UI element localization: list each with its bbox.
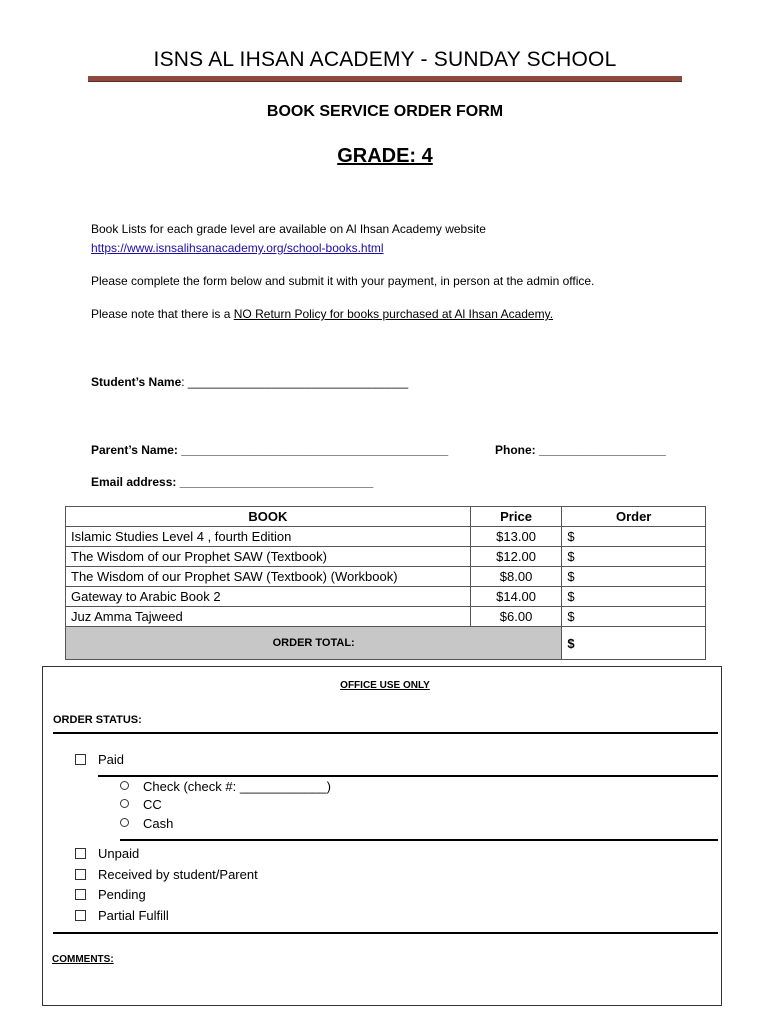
grade-heading: GRADE: 4 xyxy=(337,145,433,167)
order-total-input[interactable]: $ xyxy=(562,627,706,660)
table-row xyxy=(66,587,706,607)
payment-check-option[interactable] xyxy=(120,779,331,794)
order-total-row xyxy=(66,627,706,660)
return-note-prefix: Please note that there is a xyxy=(91,307,234,321)
status-unpaid-option[interactable] xyxy=(75,846,139,861)
payment-cc-option[interactable] xyxy=(120,797,162,812)
title-divider xyxy=(88,76,682,82)
payment-cash-option[interactable] xyxy=(120,816,173,831)
book-price: $6.00 xyxy=(470,607,562,627)
payment-divider xyxy=(120,839,718,841)
bullet-circle-icon xyxy=(120,781,129,790)
checkbox-icon[interactable] xyxy=(75,889,86,900)
return-policy-note xyxy=(91,307,553,321)
student-name-field[interactable] xyxy=(91,375,408,389)
phone-field[interactable]: Phone: ___________________ xyxy=(495,443,666,457)
parent-name-field[interactable]: Parent’s Name: ________________________________________ xyxy=(91,443,449,457)
payment-method-label: CC xyxy=(143,797,162,812)
book-title: Juz Amma Tajweed xyxy=(66,607,471,627)
table-header-row xyxy=(66,507,706,527)
submit-note: Please complete the form below and submit it with your payment, in person at the admin office. xyxy=(91,274,595,288)
order-column-header: Order xyxy=(562,507,706,527)
bullet-circle-icon xyxy=(120,818,129,827)
status-partial-option[interactable] xyxy=(75,908,169,923)
form-subtitle: BOOK SERVICE ORDER FORM xyxy=(266,103,504,120)
table-row xyxy=(66,547,706,567)
book-price: $13.00 xyxy=(470,527,562,547)
table-row xyxy=(66,527,706,547)
payment-method-label: Cash xyxy=(143,816,174,831)
status-label: Received by student/Parent xyxy=(98,867,258,882)
order-amount-input[interactable]: $ xyxy=(562,527,706,547)
book-lists-text: Book Lists for each grade level are available on Al Ihsan Academy website xyxy=(91,222,486,236)
form-title: ISNS AL IHSAN ACADEMY - SUNDAY SCHOOL xyxy=(153,48,617,71)
checkbox-icon[interactable] xyxy=(75,754,86,765)
books-table xyxy=(65,506,706,660)
checkbox-icon[interactable] xyxy=(75,910,86,921)
office-use-heading: OFFICE USE ONLY xyxy=(340,680,430,691)
student-name-blank[interactable]: : _________________________________ xyxy=(181,375,409,389)
return-policy-text: NO Return Policy for books purchased at Al Ihsan Academy. xyxy=(233,307,554,321)
order-amount-input[interactable]: $ xyxy=(562,547,706,567)
bullet-circle-icon xyxy=(120,799,129,808)
book-price: $8.00 xyxy=(470,567,562,587)
order-status-label: ORDER STATUS: xyxy=(53,714,142,726)
payment-method-label: Check (check #: ____________) xyxy=(143,779,331,794)
order-amount-input[interactable]: $ xyxy=(562,587,706,607)
status-label: Partial Fulfill xyxy=(98,908,169,923)
order-amount-input[interactable]: $ xyxy=(562,567,706,587)
order-amount-input[interactable]: $ xyxy=(562,607,706,627)
book-price: $12.00 xyxy=(470,547,562,567)
order-total-label: ORDER TOTAL: xyxy=(66,627,562,660)
paid-label: Paid xyxy=(98,752,125,767)
table-row xyxy=(66,567,706,587)
student-name-label: Student’s Name xyxy=(91,375,182,389)
office-use-box xyxy=(42,666,722,1006)
book-column-header: BOOK xyxy=(66,507,471,527)
book-price: $14.00 xyxy=(470,587,562,607)
book-title: The Wisdom of our Prophet SAW (Textbook) (Workbook) xyxy=(66,567,471,587)
website-link[interactable]: https://www.isnsalihsanacademy.org/school-books.html xyxy=(91,241,384,255)
comments-label: COMMENTS: xyxy=(52,954,114,965)
book-title: Gateway to Arabic Book 2 xyxy=(66,587,471,607)
price-column-header: Price xyxy=(470,507,562,527)
paid-divider xyxy=(98,775,718,777)
table-row xyxy=(66,607,706,627)
book-title: The Wisdom of our Prophet SAW (Textbook) xyxy=(66,547,471,567)
status-label: Pending xyxy=(98,887,146,902)
status-label: Unpaid xyxy=(98,846,140,861)
status-pending-option[interactable] xyxy=(75,887,146,902)
statuses-divider xyxy=(53,932,718,934)
checkbox-icon[interactable] xyxy=(75,869,86,880)
status-divider xyxy=(53,732,718,734)
book-title: Islamic Studies Level 4 , fourth Edition xyxy=(66,527,471,547)
paid-checkbox-option[interactable] xyxy=(75,752,124,767)
status-received-option[interactable] xyxy=(75,867,258,882)
checkbox-icon[interactable] xyxy=(75,848,86,859)
email-field[interactable]: Email address: _____________________________ xyxy=(91,475,374,489)
